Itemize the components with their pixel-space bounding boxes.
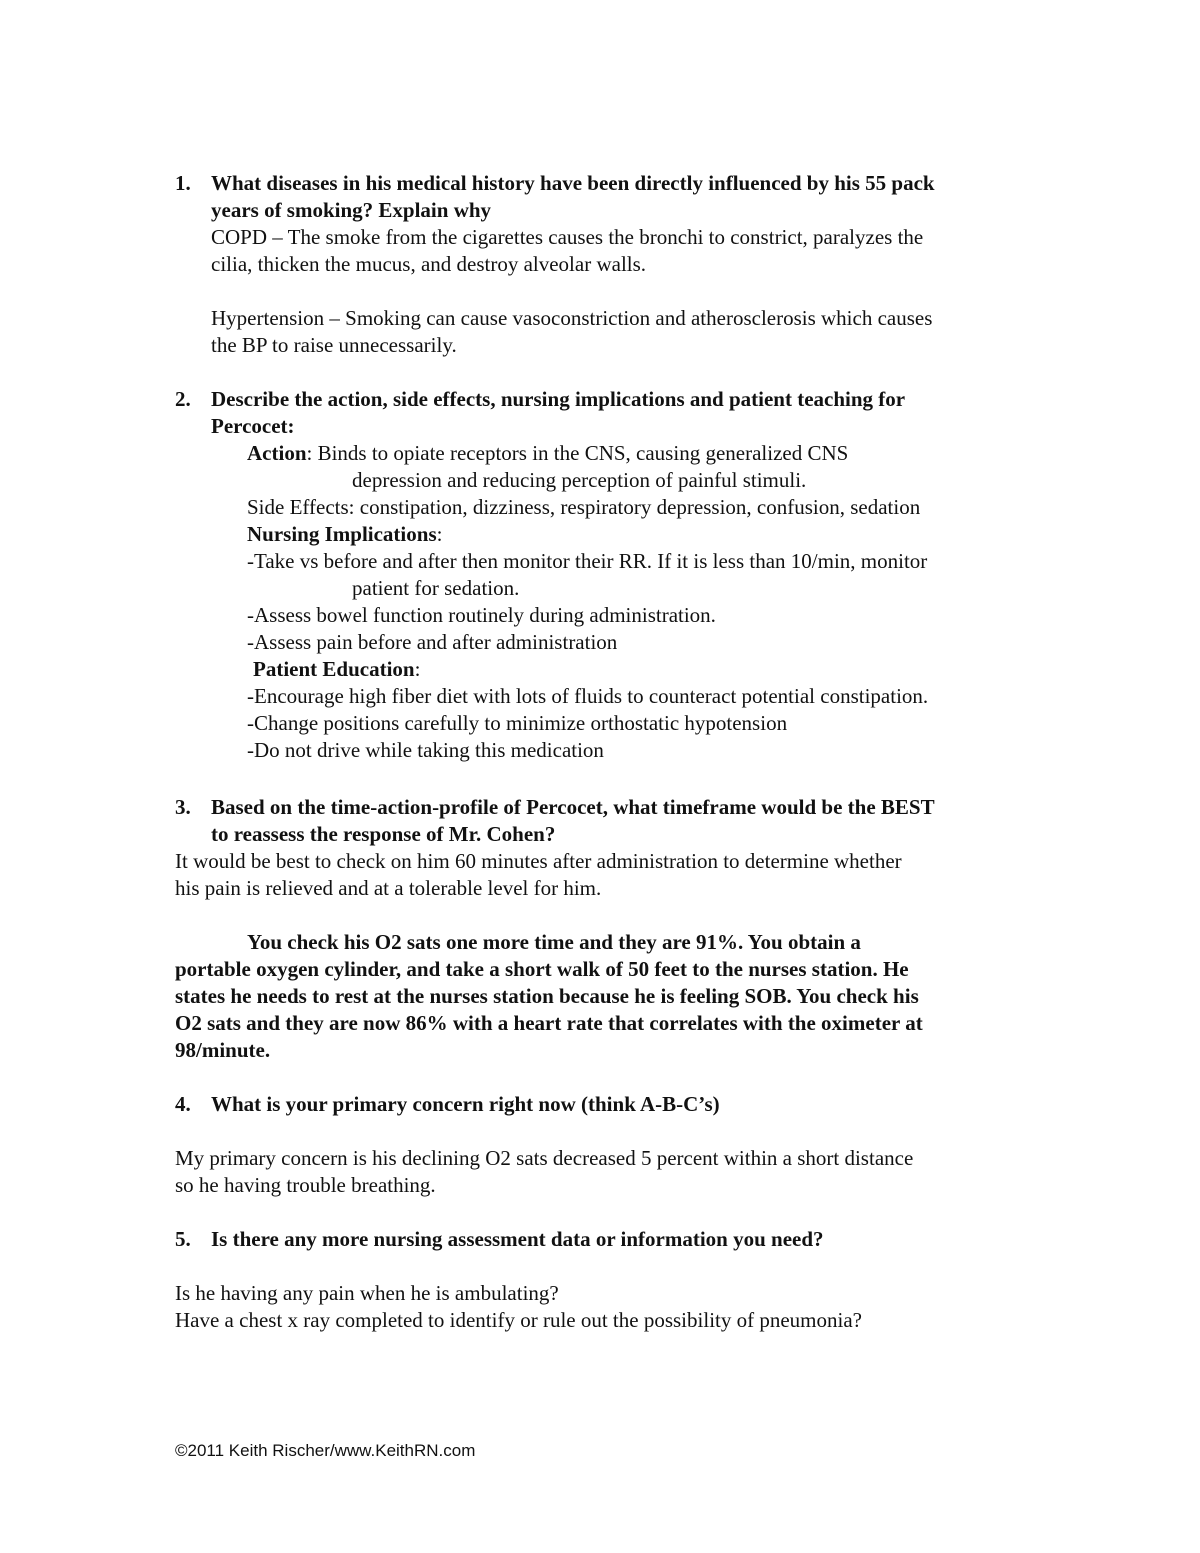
q2-education-item: -Encourage high fiber diet with lots of fluids to counteract potential constipation. <box>247 684 929 708</box>
scenario-line5: 98/minute. <box>175 1038 271 1062</box>
q2-question-line2: Percocet: <box>211 414 295 438</box>
q1-copd-line1: COPD – The smoke from the cigarettes causes the bronchi to constrict, paralyzes the <box>211 225 924 249</box>
scenario-line1: You check his O2 sats one more time and they are 91%. You obtain a <box>247 930 861 954</box>
q1-question-line2: years of smoking? Explain why <box>211 198 492 222</box>
q5-answer-line2: Have a chest x ray completed to identify or rule out the possibility of pneumonia? <box>175 1308 862 1332</box>
q2-action-cont: depression and reducing perception of painful stimuli. <box>352 468 807 492</box>
q4-answer-line2: so he having trouble breathing. <box>175 1173 436 1197</box>
q5-answer-line1: Is he having any pain when he is ambulating? <box>175 1281 559 1305</box>
q2-nursing-item: -Assess pain before and after administration <box>247 630 618 654</box>
q2-education-item: -Do not drive while taking this medication <box>247 738 604 762</box>
q2-education-item: -Change positions carefully to minimize orthostatic hypotension <box>247 711 788 735</box>
q3-answer-line1: It would be best to check on him 60 minutes after administration to determine whether <box>175 849 902 873</box>
scenario-line4: O2 sats and they are now 86% with a heart rate that correlates with the oximeter at <box>175 1011 923 1035</box>
q1-number: 1. <box>175 171 191 195</box>
q2-action-label: Action <box>247 441 307 465</box>
q3-number: 3. <box>175 795 191 819</box>
copyright-footer: ©2011 Keith Rischer/www.KeithRN.com <box>175 1441 476 1460</box>
q2-education-label: Patient Education <box>253 657 415 681</box>
q2-number: 2. <box>175 387 191 411</box>
q4-number: 4. <box>175 1092 191 1116</box>
q2-question-line1: Describe the action, side effects, nursing implications and patient teaching for <box>211 387 906 411</box>
q1-copd-line2: cilia, thicken the mucus, and destroy alveolar walls. <box>211 252 647 276</box>
q5-number: 5. <box>175 1227 191 1251</box>
q1-htn-line2: the BP to raise unnecessarily. <box>211 333 457 357</box>
q3-question-line2: to reassess the response of Mr. Cohen? <box>211 822 556 846</box>
q1-htn-line1: Hypertension – Smoking can cause vasoconstriction and atherosclerosis which causes <box>211 306 933 330</box>
q2-nursing-heading <box>247 521 442 548</box>
q3-answer-line2: his pain is relieved and at a tolerable level for him. <box>175 876 602 900</box>
q2-education-heading <box>253 656 420 683</box>
q2-action-text: : Binds to opiate receptors in the CNS, causing generalized CNS <box>306 441 849 465</box>
q2-side-effects: Side Effects: constipation, dizziness, respiratory depression, confusion, sedation <box>247 495 921 519</box>
q5-question: Is there any more nursing assessment data or information you need? <box>211 1227 824 1251</box>
q2-nursing-item: patient for sedation. <box>352 576 520 600</box>
q2-nursing-item: -Take vs before and after then monitor their RR. If it is less than 10/min, monitor <box>247 549 928 573</box>
q4-question: What is your primary concern right now (think A-B-C’s) <box>211 1092 720 1116</box>
q1-question-line1: What diseases in his medical history have been directly influenced by his 55 pack <box>211 171 935 195</box>
q2-action-line <box>247 440 848 467</box>
q2-nursing-label: Nursing Implications <box>247 522 437 546</box>
q3-question-line1: Based on the time-action-profile of Percocet, what timeframe would be the BEST <box>211 795 935 819</box>
q2-nursing-colon: : <box>436 522 443 546</box>
q4-answer-line1: My primary concern is his declining O2 sats decreased 5 percent within a short distance <box>175 1146 914 1170</box>
q2-education-colon: : <box>414 657 421 681</box>
scenario-line2: portable oxygen cylinder, and take a short walk of 50 feet to the nurses station. He <box>175 957 909 981</box>
q2-nursing-item: -Assess bowel function routinely during administration. <box>247 603 716 627</box>
scenario-line3: states he needs to rest at the nurses station because he is feeling SOB. You check his <box>175 984 919 1008</box>
